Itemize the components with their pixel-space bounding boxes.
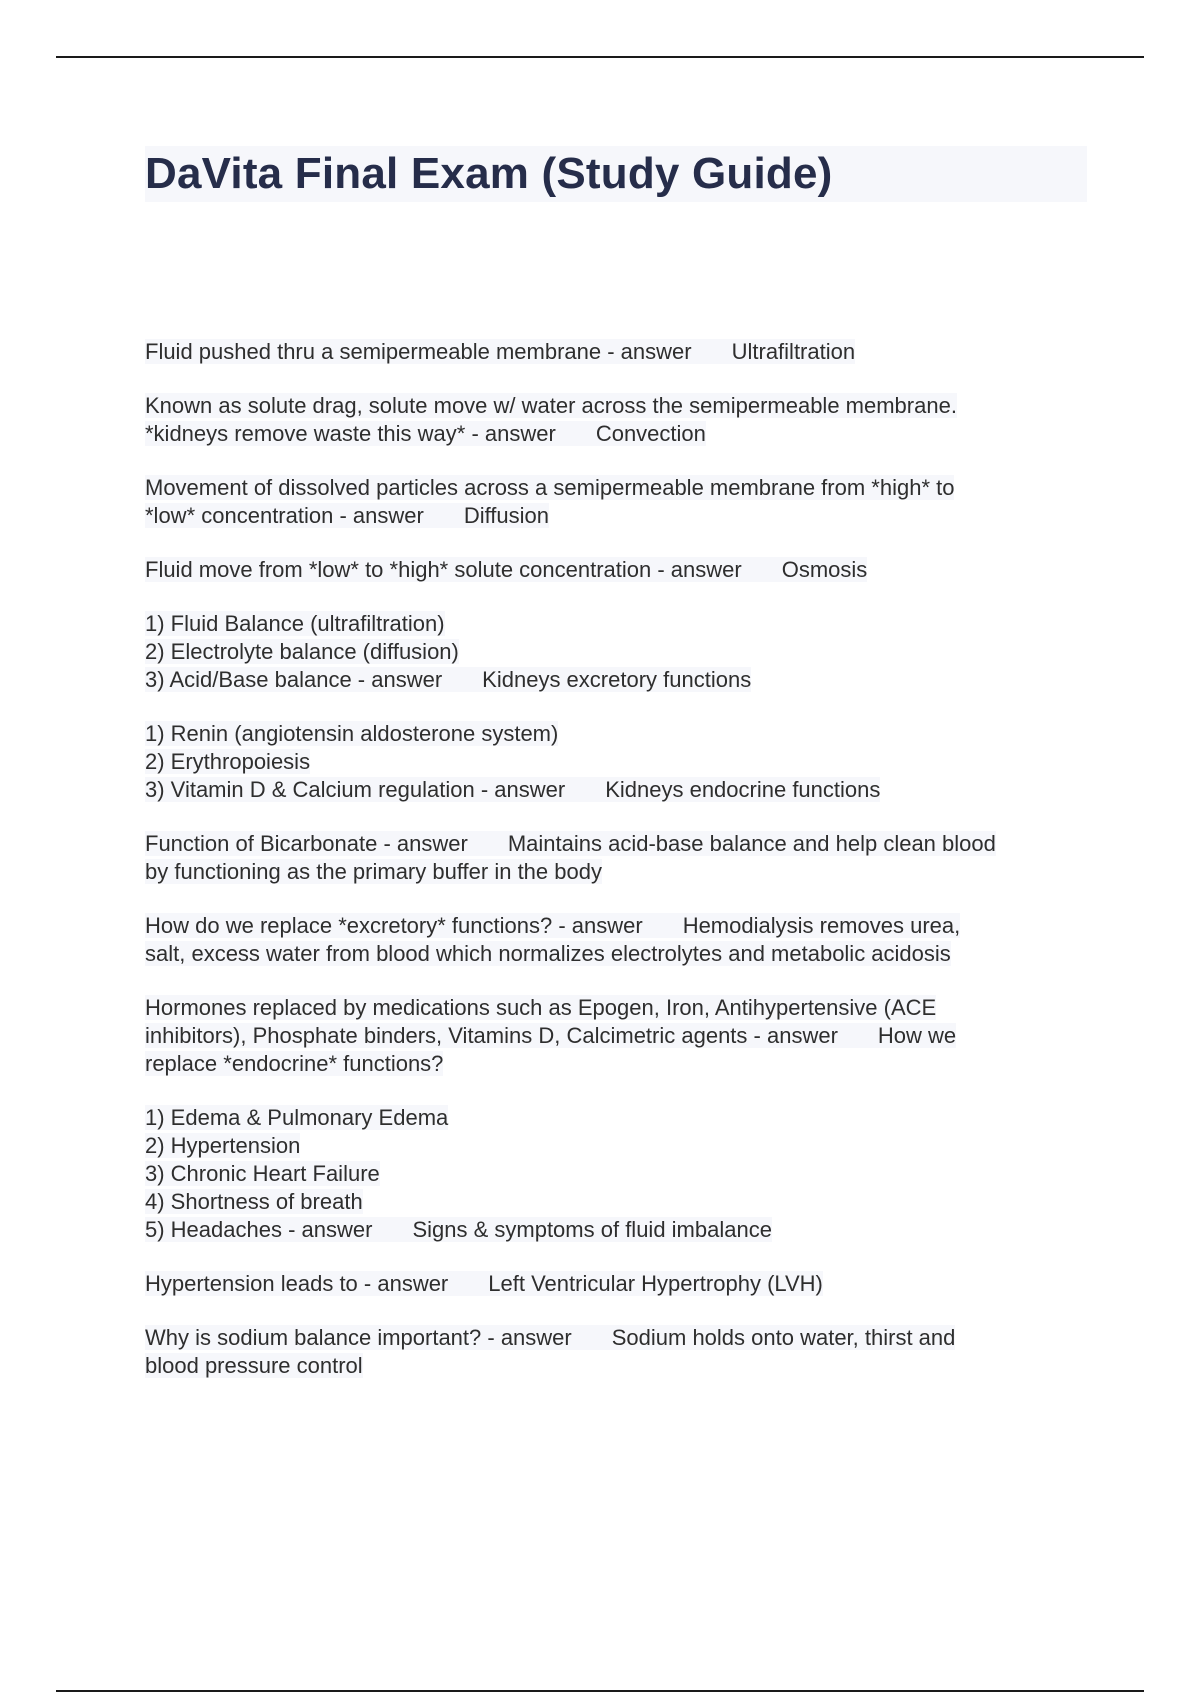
qa-question: Function of Bicarbonate - answer [145, 831, 468, 856]
qa-answer: Kidneys endocrine functions [605, 777, 881, 802]
page-title: DaVita Final Exam (Study Guide) [145, 149, 833, 198]
qa-list [145, 338, 1105, 1406]
qa-answer: How we replace *endocrine* functions? [145, 1023, 957, 1076]
qa-question: Why is sodium balance important? - answer [145, 1325, 572, 1350]
qa-item [145, 720, 1105, 804]
qa-answer: Kidneys excretory functions [482, 667, 752, 692]
qa-answer: Maintains acid-base balance and help clean blood by functioning as the primary buffer in the body [145, 831, 996, 884]
qa-item [145, 994, 1105, 1078]
qa-answer: Left Ventricular Hypertrophy (LVH) [488, 1271, 823, 1296]
qa-item [145, 392, 1105, 448]
qa-question: Hormones replaced by medications such as Epogen, Iron, Antihypertensive (ACE inhibitors), Phosphate binders, Vitamins D, Calcimetric agents - answer [145, 995, 937, 1048]
qa-answer: Osmosis [781, 557, 868, 582]
qa-item [145, 1324, 1105, 1380]
header-rule [56, 56, 1144, 58]
qa-answer: Sodium holds onto water, thirst and blood pressure control [145, 1325, 956, 1378]
qa-item [145, 1104, 1105, 1244]
qa-answer: Hemodialysis removes urea, salt, excess water from blood which normalizes electrolytes and metabolic acidosis [145, 913, 961, 966]
qa-answer: Signs & symptoms of fluid imbalance [412, 1217, 772, 1242]
qa-item [145, 474, 1105, 530]
qa-item [145, 338, 1105, 366]
qa-question: Known as solute drag, solute move w/ water across the semipermeable membrane. *kidneys remove waste this way* - answer [145, 393, 957, 446]
qa-answer: Ultrafiltration [731, 339, 856, 364]
qa-question: 1) Fluid Balance (ultrafiltration) 2) Electrolyte balance (diffusion) 3) Acid/Base balance - answer [145, 611, 459, 692]
qa-question: How do we replace *excretory* functions? - answer [145, 913, 643, 938]
qa-item [145, 912, 1105, 968]
footer-rule [56, 1690, 1144, 1692]
qa-question: Movement of dissolved particles across a semipermeable membrane from *high* to *low* concentration - answer [145, 475, 955, 528]
qa-question: 1) Renin (angiotensin aldosterone system) 2) Erythropoiesis 3) Vitamin D & Calcium regulation - answer [145, 721, 566, 802]
qa-question: Fluid move from *low* to *high* solute concentration - answer [145, 557, 742, 582]
qa-answer: Diffusion [463, 503, 550, 528]
qa-answer: Convection [595, 421, 706, 446]
qa-item [145, 830, 1105, 886]
qa-item [145, 610, 1105, 694]
qa-item [145, 556, 1105, 584]
qa-item [145, 1270, 1105, 1298]
qa-question: Fluid pushed thru a semipermeable membrane - answer [145, 339, 692, 364]
qa-question: 1) Edema & Pulmonary Edema 2) Hypertension 3) Chronic Heart Failure 4) Shortness of breath 5) Headaches - answer [145, 1105, 449, 1242]
qa-question: Hypertension leads to - answer [145, 1271, 449, 1296]
